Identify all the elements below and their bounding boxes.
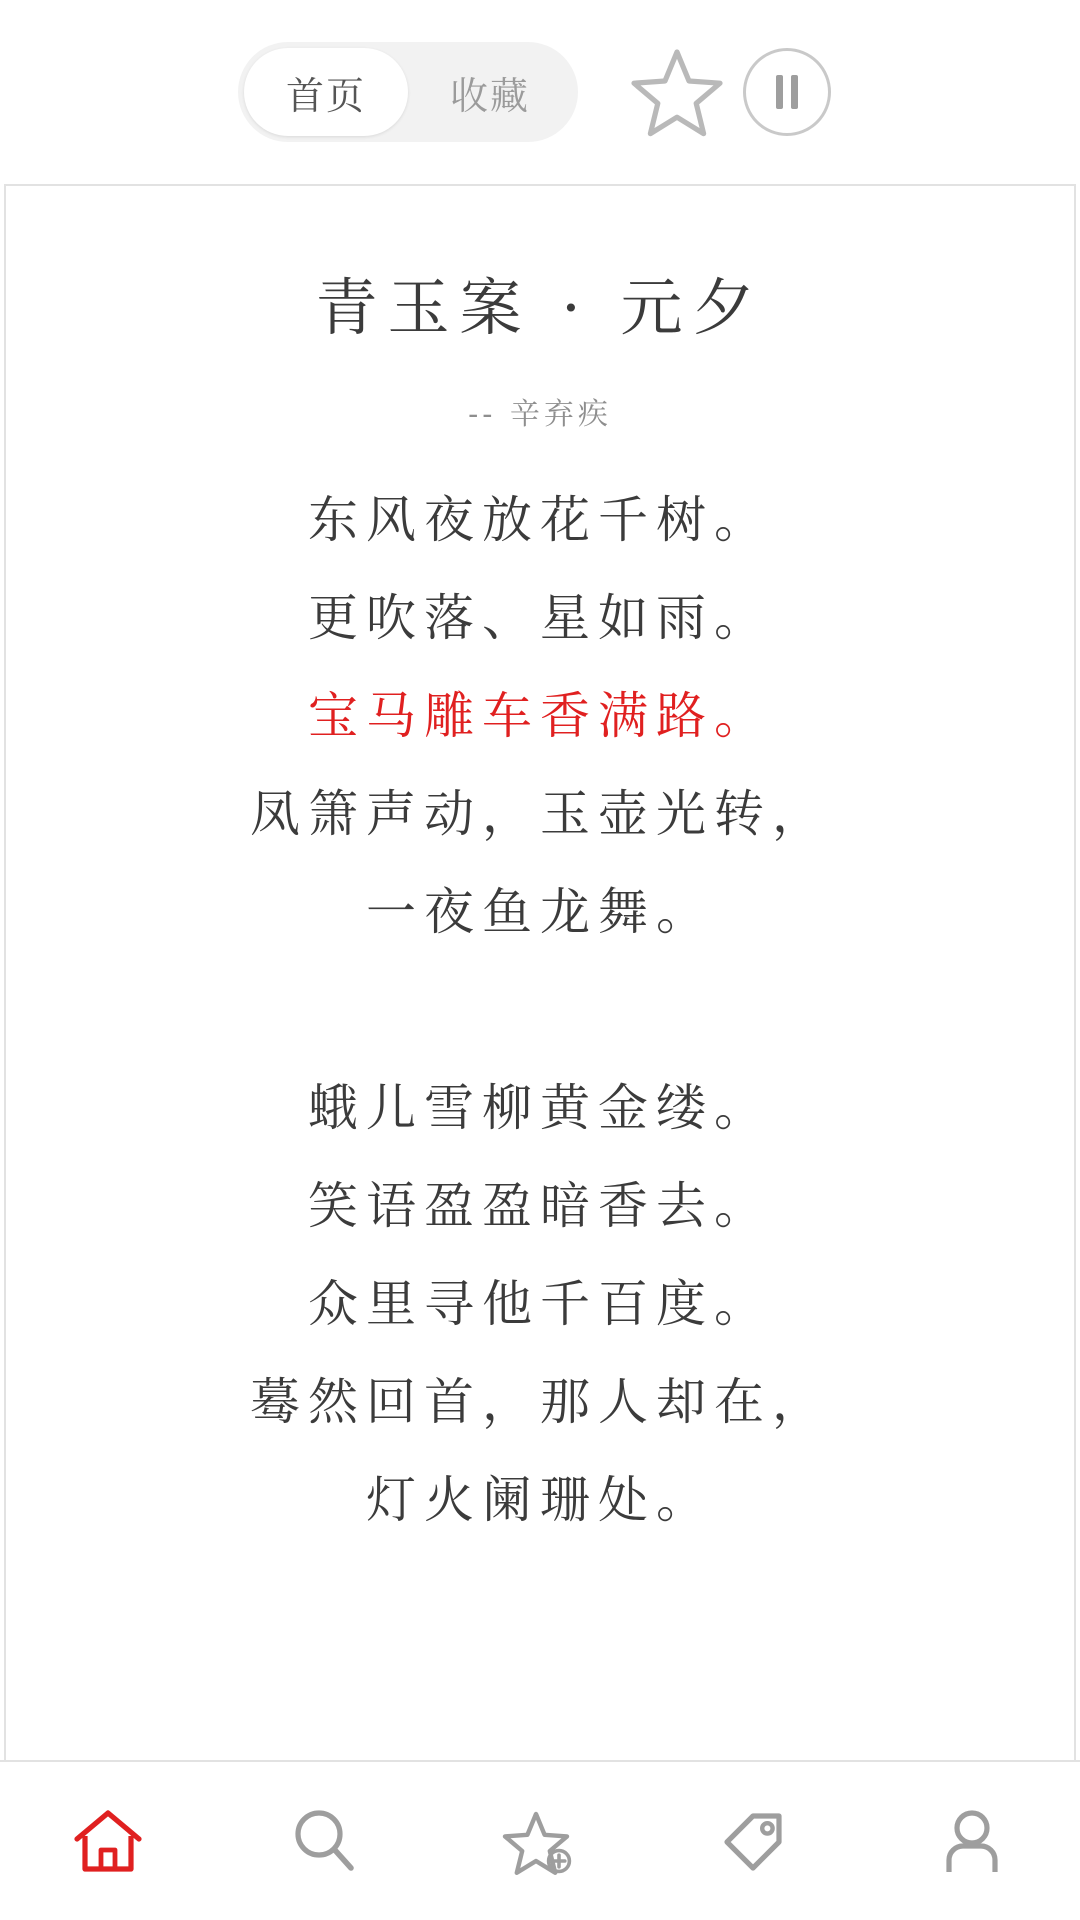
nav-profile[interactable] bbox=[864, 1762, 1080, 1920]
poem-line: 众里寻他千百度。 bbox=[308, 1275, 772, 1333]
poem-line-blank bbox=[6, 961, 1074, 1059]
tab-favorites[interactable]: 收藏 bbox=[449, 73, 530, 118]
home-icon bbox=[71, 1806, 145, 1876]
poem-line: 更吹落、星如雨。 bbox=[308, 589, 772, 647]
poem-card bbox=[4, 184, 1076, 1760]
nav-search[interactable] bbox=[216, 1762, 432, 1920]
poem-line: 灯火阑珊处。 bbox=[366, 1471, 714, 1529]
nav-home[interactable] bbox=[0, 1762, 216, 1920]
pause-bar-right bbox=[791, 75, 798, 109]
poem-line: 笑语盈盈暗香去。 bbox=[308, 1177, 772, 1235]
tab-home[interactable]: 首页 bbox=[244, 48, 408, 136]
poem-line: 蛾儿雪柳黄金缕。 bbox=[308, 1079, 772, 1137]
segmented-control[interactable] bbox=[238, 42, 578, 142]
page-title: 青玉案 · 元夕 bbox=[315, 271, 765, 344]
user-icon bbox=[935, 1806, 1009, 1876]
tag-icon bbox=[719, 1806, 793, 1876]
top-bar bbox=[0, 0, 1080, 184]
bottom-navigation bbox=[0, 1760, 1080, 1920]
poem-line: 凤箫声动，玉壶光转， bbox=[250, 785, 830, 843]
nav-add-favorite[interactable] bbox=[432, 1762, 648, 1920]
poem-body bbox=[6, 471, 1074, 1549]
search-icon bbox=[287, 1806, 361, 1876]
poem-author: -- 辛弃疾 bbox=[468, 397, 612, 432]
pause-button[interactable] bbox=[732, 37, 842, 147]
poem-card-wrapper bbox=[0, 184, 1080, 1760]
poem-line: 东风夜放花千树。 bbox=[308, 491, 772, 549]
poem-line-highlighted: 宝马雕车香满路。 bbox=[308, 687, 772, 745]
star-outline-icon bbox=[629, 46, 725, 138]
star-plus-icon bbox=[502, 1806, 578, 1876]
poem-line: 蓦然回首，那人却在， bbox=[250, 1373, 830, 1431]
nav-tags[interactable] bbox=[648, 1762, 864, 1920]
favorite-button[interactable] bbox=[622, 37, 732, 147]
pause-bar-left bbox=[776, 75, 783, 109]
pause-icon bbox=[743, 48, 831, 136]
poem-line: 一夜鱼龙舞。 bbox=[366, 883, 714, 941]
